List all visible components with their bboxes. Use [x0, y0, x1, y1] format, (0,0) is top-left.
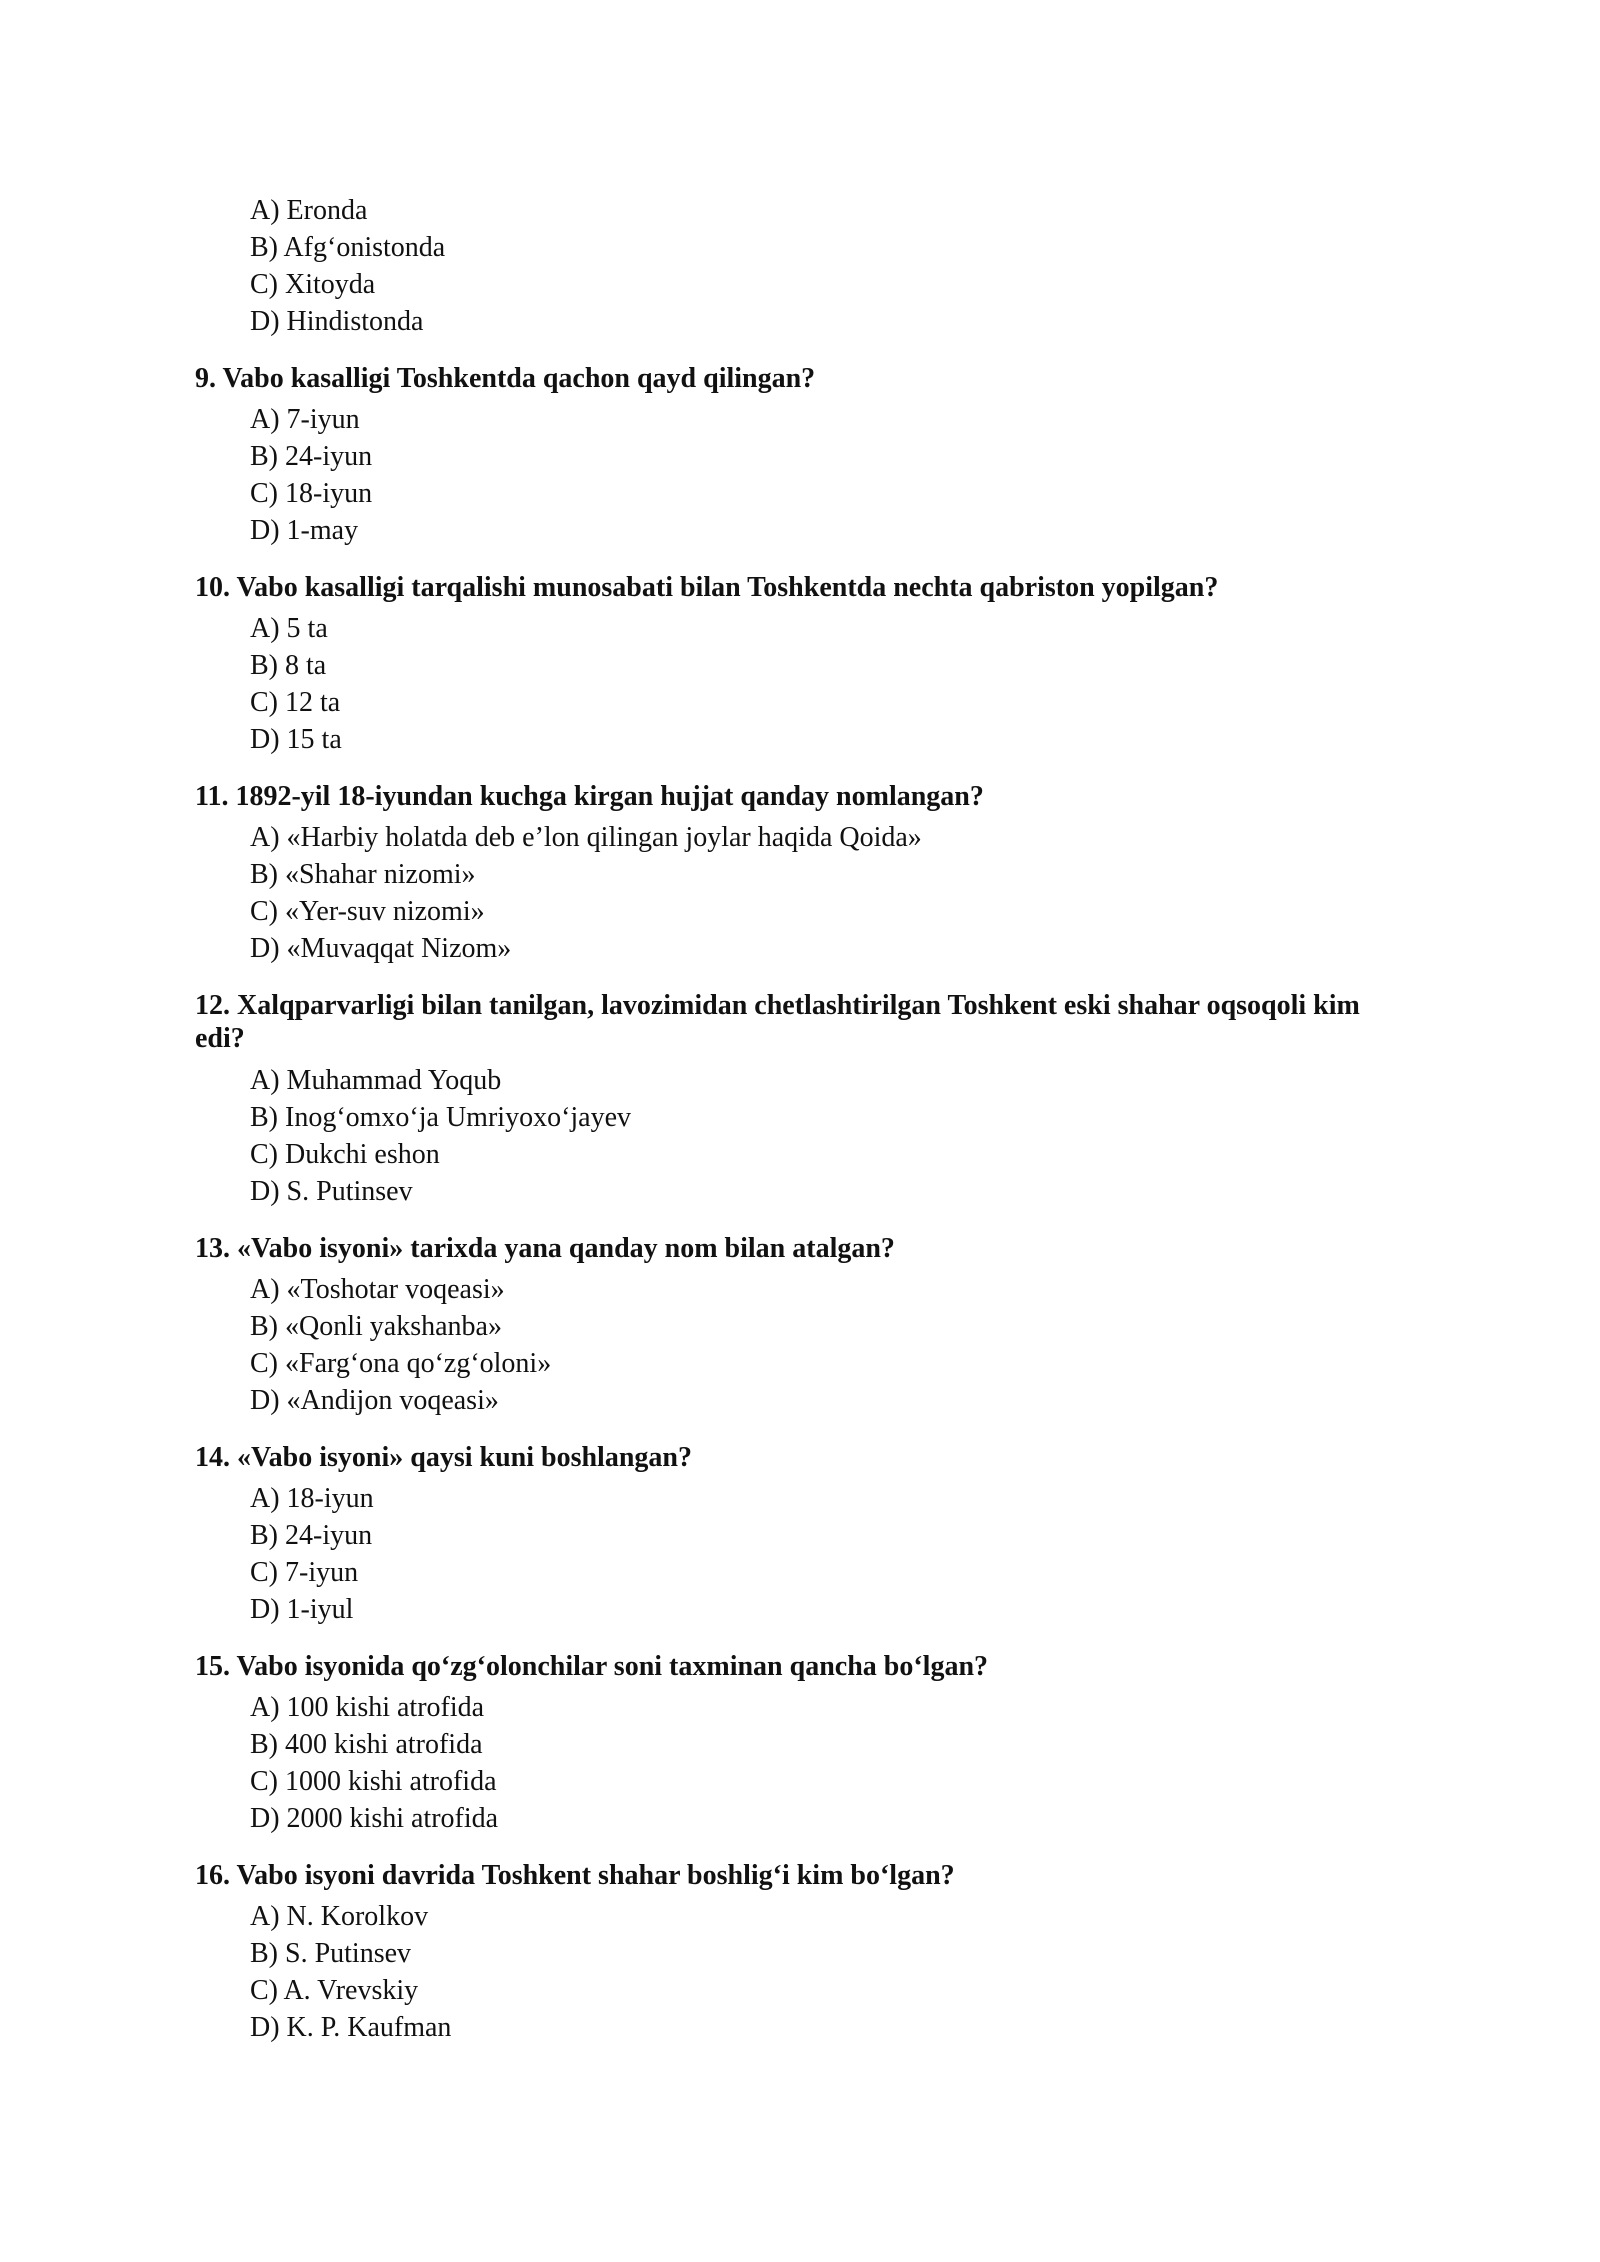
- option-d: D) 1-may: [250, 515, 359, 546]
- question-15-options: [250, 1689, 498, 1837]
- option-a: A) 100 kishi atrofida: [250, 1692, 485, 1723]
- option-b: B) 8 ta: [250, 650, 327, 681]
- question-13-options: [250, 1271, 551, 1419]
- option-a: A) Muhammad Yoqub: [250, 1065, 502, 1096]
- option-d: D) 1-iyul: [250, 1594, 354, 1625]
- question-16-options: [250, 1898, 451, 2046]
- option-d: D) 15 ta: [250, 724, 342, 755]
- option-c: C) 1000 kishi atrofida: [250, 1766, 497, 1797]
- option-c: C) Dukchi eshon: [250, 1139, 440, 1170]
- question-12-options: [250, 1062, 631, 1210]
- option-b: B) «Shahar nizomi»: [250, 859, 476, 890]
- option-c: C) «Yer-suv nizomi»: [250, 896, 485, 927]
- question-14: 14. «Vabo isyoni» qaysi kuni boshlangan?: [195, 1442, 692, 1473]
- option-b: B) 24-iyun: [250, 1520, 373, 1551]
- question-16: 16. Vabo isyoni davrida Toshkent shahar boshlig‘i kim bo‘lgan?: [195, 1860, 955, 1891]
- question-15: 15. Vabo isyonida qo‘zg‘olonchilar soni taxminan qancha bo‘lgan?: [195, 1651, 989, 1682]
- option-b: B) Inog‘omxo‘ja Umriyoxo‘jayev: [250, 1102, 632, 1133]
- question-11-options: [250, 819, 922, 967]
- option-a: A) «Toshotar voqeasi»: [250, 1274, 505, 1305]
- option-c: C) 18-iyun: [250, 478, 373, 509]
- option-b: B) «Qonli yakshanba»: [250, 1311, 502, 1342]
- option-d: D) Hindistonda: [250, 306, 424, 337]
- option-c: C) A. Vrevskiy: [250, 1975, 419, 2006]
- option-a: A) 7-iyun: [250, 404, 360, 435]
- question-10-options: [250, 610, 342, 758]
- option-c: C) Xitoyda: [250, 269, 376, 300]
- option-a: A) «Harbiy holatda deb e’lon qilingan joylar haqida Qoida»: [250, 822, 922, 853]
- question-13: 13. «Vabo isyoni» tarixda yana qanday nom bilan atalgan?: [195, 1233, 895, 1264]
- option-b: B) Afg‘onistonda: [250, 232, 446, 263]
- question-11: 11. 1892-yil 18-iyundan kuchga kirgan hujjat qanday nomlangan?: [195, 781, 984, 812]
- option-d: D) 2000 kishi atrofida: [250, 1803, 499, 1834]
- option-c: C) 7-iyun: [250, 1557, 359, 1588]
- question-9: 9. Vabo kasalligi Toshkentda qachon qayd qilingan?: [195, 363, 816, 394]
- option-d: D) «Andijon voqeasi»: [250, 1385, 499, 1416]
- option-b: B) 400 kishi atrofida: [250, 1729, 483, 1760]
- option-a: A) 18-iyun: [250, 1483, 374, 1514]
- option-b: B) 24-iyun: [250, 441, 373, 472]
- option-d: D) «Muvaqqat Nizom»: [250, 933, 512, 964]
- option-d: D) K. P. Kaufman: [250, 2012, 452, 2043]
- option-d: D) S. Putinsev: [250, 1176, 413, 1207]
- question-14-options: [250, 1480, 374, 1628]
- question-12: 12. Xalqparvarligi bilan tanilgan, lavozimidan chetlashtirilgan Toshkent eski shahar oqsoqoli kim edi?: [195, 990, 1360, 1054]
- intro-options: [250, 192, 445, 340]
- question-10: 10. Vabo kasalligi tarqalishi munosabati bilan Toshkentda nechta qabriston yopilgan?: [195, 572, 1219, 603]
- option-a: A) N. Korolkov: [250, 1901, 429, 1932]
- option-b: B) S. Putinsev: [250, 1938, 412, 1969]
- option-c: C) 12 ta: [250, 687, 341, 718]
- question-9-options: [250, 401, 372, 549]
- option-c: C) «Farg‘ona qo‘zg‘oloni»: [250, 1348, 552, 1379]
- option-a: A) 5 ta: [250, 613, 328, 644]
- option-a: A) Eronda: [250, 195, 368, 226]
